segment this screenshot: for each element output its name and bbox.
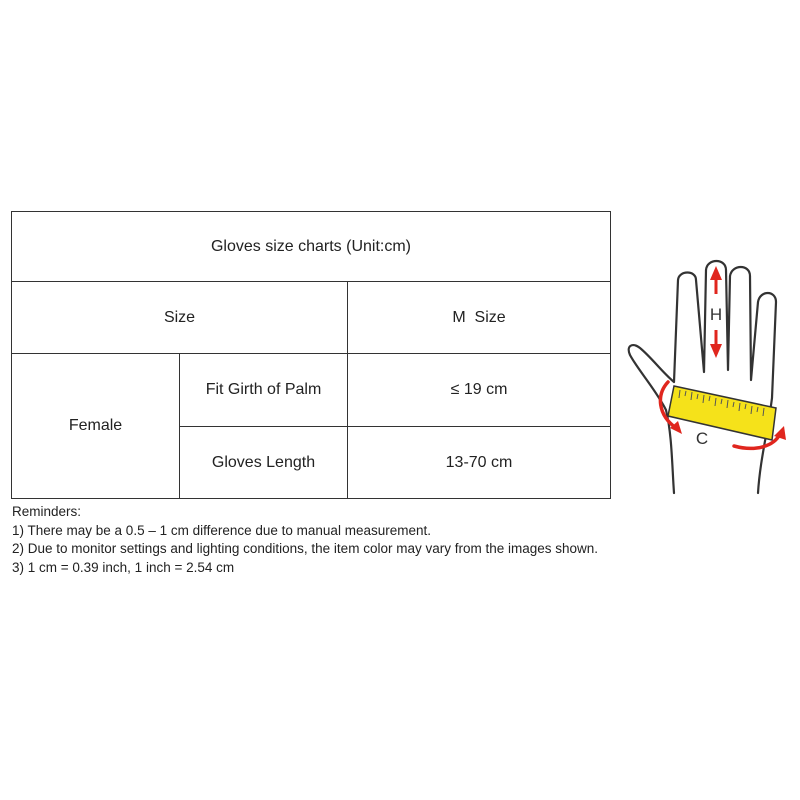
- gloves-length-value: 13-70 cm: [348, 427, 611, 499]
- reminder-item: 1) There may be a 0.5 – 1 cm difference due to manual measurement.: [12, 522, 431, 538]
- circumference-label: C: [695, 429, 709, 448]
- table-title: Gloves size charts (Unit:cm): [12, 212, 611, 282]
- reminders-section: [12, 503, 602, 577]
- palm-girth-value: ≤ 19 cm: [348, 354, 611, 427]
- reminder-item: 2) Due to monitor settings and lighting conditions, the item color may vary from the images shown.: [12, 541, 599, 556]
- hand-outline: [629, 261, 776, 493]
- height-label: H: [709, 305, 723, 324]
- size-label-cell: Size: [12, 282, 348, 354]
- size-value-cell: M Size: [348, 282, 611, 354]
- palm-girth-label: Fit Girth of Palm: [180, 354, 348, 427]
- hand-measurement-diagram: [618, 250, 798, 500]
- size-chart-table: [11, 211, 611, 499]
- reminders-heading: Reminders:: [12, 504, 82, 519]
- table-row: [12, 354, 611, 427]
- gender-cell: Female: [12, 354, 180, 499]
- reminder-item: 3) 1 cm = 0.39 inch, 1 inch = 2.54 cm: [12, 559, 235, 575]
- tape-ruler: [668, 386, 776, 440]
- gloves-length-label: Gloves Length: [180, 427, 348, 499]
